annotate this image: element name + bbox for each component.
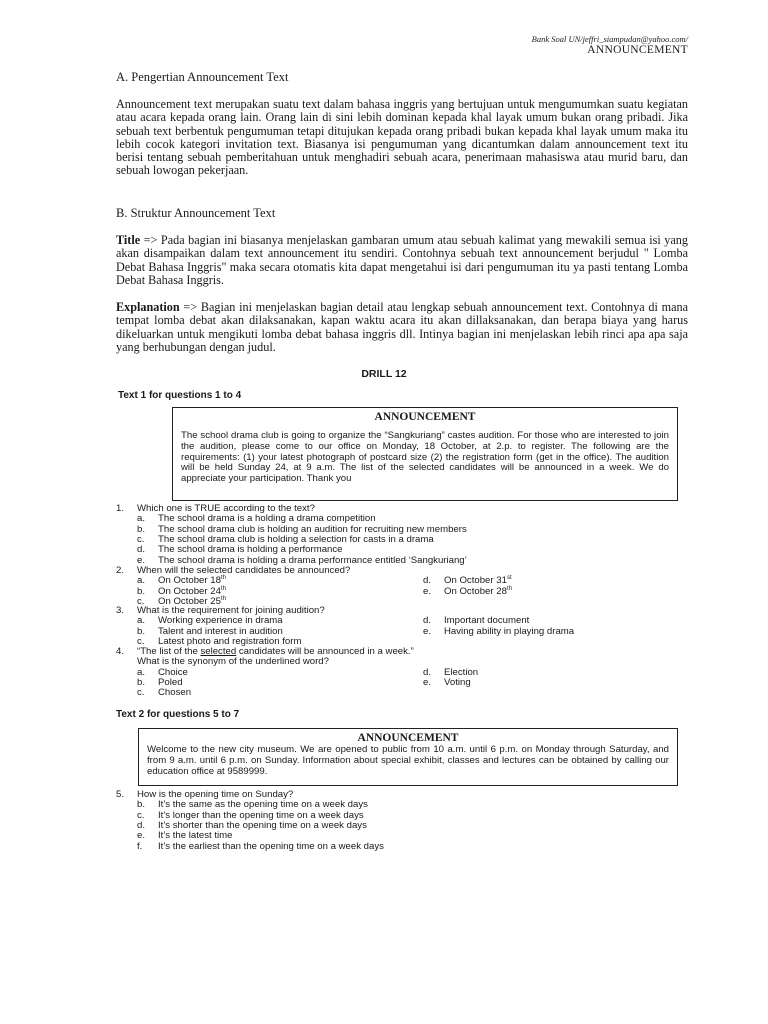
header-title: ANNOUNCEMENT (587, 44, 688, 56)
underlined-word: selected (200, 646, 237, 657)
option-2a[interactable]: a. On October 18th (137, 575, 226, 587)
option-2b[interactable]: b. On October 24th (137, 585, 226, 597)
section-b-heading: B. Struktur Announcement Text (116, 206, 276, 220)
question-number: 2. (116, 565, 125, 576)
option-3d[interactable]: d. Important document (423, 615, 530, 627)
question-5 (0, 790, 768, 852)
drill-heading: DRILL 12 (361, 368, 407, 380)
option-2d[interactable]: d. On October 31st (423, 575, 512, 587)
option-1a[interactable]: a. The school drama is a holding a drama competition (137, 513, 376, 525)
text1-box-title: ANNOUNCEMENT (374, 411, 476, 423)
header-source: Bank Soal UN/jeffri_siampudan@yahoo.com/ (531, 34, 688, 44)
option-4e[interactable]: e. Voting (423, 676, 471, 688)
text1-box-body: The school drama club is going to organize the “Sangkuriang” castes audition. For those who are interested to join the audition, please come to our office on Monday, 18 October, at 2.p. to register. The following are the requirements: (1) your latest photograph of postcard size (2) the registration form (get in the office). The audition will be held Sunday 24, at 9 a.m. The list of the selected candidates will be announced in a week. We do appreciate your participation. Thank you (181, 430, 669, 485)
option-4b[interactable]: b. Poled (137, 676, 183, 688)
option-5b[interactable]: b. It’s the same as the opening time on a week days (137, 799, 368, 811)
text2-box-body: Welcome to the new city museum. We are opened to public from 10 a.m. until 6 p.m. on Monday through Saturday, and from 9 a.m. until 6 p.m. on Sunday. Information about special exhibit, classes and lectures can be obtained by calling our education office at 9589999. (147, 744, 669, 777)
explanation-paragraph (116, 301, 688, 354)
section-a-heading: A. Pengertian Announcement Text (116, 70, 289, 84)
title-paragraph (116, 234, 688, 287)
option-1d[interactable]: d. The school drama is holding a performance (137, 544, 343, 556)
text2-label: Text 2 for questions 5 to 7 (116, 709, 240, 720)
option-2c[interactable]: c. On October 25th (137, 595, 226, 607)
title-term: Title (116, 233, 141, 247)
option-3a[interactable]: a. Working experience in drama (137, 615, 283, 627)
title-description: => Pada bagian ini biasanya menjelaskan gambaran umum atau sebuah kalimat yang mewakili semua isi yang akan disampaikan dalam text announcement itu sendiri. Contohnya sebuah text announcement berjudul " Lomba Debat Bahasa Inggris" maka secara otomatis kita dapat mengetahui isi dari pengumuman itu ya pasti tentang Lomba Debat Bahasa Inggris. (116, 233, 688, 287)
option-3b[interactable]: b. Talent and interest in audition (137, 625, 283, 637)
question-3 (0, 606, 768, 648)
option-5e[interactable]: e. It’s the latest time (137, 830, 233, 842)
question-number: 5. (116, 789, 125, 800)
page-header (532, 34, 688, 57)
option-3e[interactable]: e. Having ability in playing drama (423, 625, 575, 637)
question-text: When will the selected candidates be announced? (137, 565, 351, 576)
option-2e[interactable]: e. On October 28th (423, 585, 512, 597)
explanation-term: Explanation (116, 300, 180, 314)
question-text: How is the opening time on Sunday? (137, 789, 294, 800)
option-4d[interactable]: d. Election (423, 666, 479, 678)
option-4c[interactable]: c. Chosen (137, 687, 192, 699)
question-1 (0, 504, 768, 564)
question-text: Which one is TRUE according to the text? (137, 503, 315, 514)
text1-announcement-box (172, 407, 678, 501)
section-a-paragraph: Announcement text merupakan suatu text dalam bahasa inggris yang bertujuan untuk mengumumkan suatu kegiatan atau acara kepada orang lain. Orang lain di sini lebih dominan kepada khal layak umum bukan orang pribadi. Jika sebuah text berbentuk pengumuman tetapi ditujukan kepada orang pribadi bukan kepada khal layak umum maka itu lebih cocok kategori invitation text. Biasanya isi pengumuman yang dicantumkan dalam announcement text itu berisi tentang sebuah pemberitahuan untuk menghadiri sebuah acara, penerimaan mahasiswa atau murid baru, dan sebuah lowogan pekerjaan. (116, 97, 688, 178)
question-number: 3. (116, 605, 125, 616)
question-2 (0, 566, 768, 608)
option-5d[interactable]: d. It’s shorter than the opening time on a week days (137, 819, 367, 831)
question-text: What is the requirement for joining audition? (137, 605, 325, 616)
question-quote: “The list of the selected candidates will be announced in a week.” (137, 646, 414, 657)
text1-label: Text 1 for questions 1 to 4 (118, 390, 242, 401)
question-number: 4. (116, 646, 125, 657)
option-1b[interactable]: b. The school drama club is holding an audition for recruiting new members (137, 523, 467, 535)
option-5f[interactable]: f. It’s the earliest than the opening time on a week days (137, 840, 384, 852)
option-1e[interactable]: e. The school drama is holding a drama performance entitled ‘Sangkuriang’ (137, 554, 467, 566)
option-4a[interactable]: a. Choice (137, 666, 188, 678)
option-3c[interactable]: c. Latest photo and registration form (137, 635, 302, 647)
question-4 (0, 647, 768, 699)
question-text: What is the synonym of the underlined word? (137, 656, 329, 668)
text2-box-title: ANNOUNCEMENT (357, 732, 459, 744)
question-number: 1. (116, 503, 125, 514)
text2-announcement-box (138, 728, 678, 786)
option-5c[interactable]: c. It’s longer than the opening time on a week days (137, 809, 364, 821)
explanation-description: => Bagian ini menjelaskan bagian detail atau lengkap sebuah announcement text. Contohnya di mana tempat lomba debat akan dilaksanakan, kapan waktu acara itu akan dillaksanakan, dan berapa biaya yang harus dikeluarkan untuk mengikuti lomba debat bahasa inggris dll. Intinya bagian ini menjelaskan lebih rinci apa apa saja yang berhubungan dengan judul. (116, 300, 688, 354)
option-1c[interactable]: c. The school drama club is holding a selection for casts in a drama (137, 533, 434, 545)
